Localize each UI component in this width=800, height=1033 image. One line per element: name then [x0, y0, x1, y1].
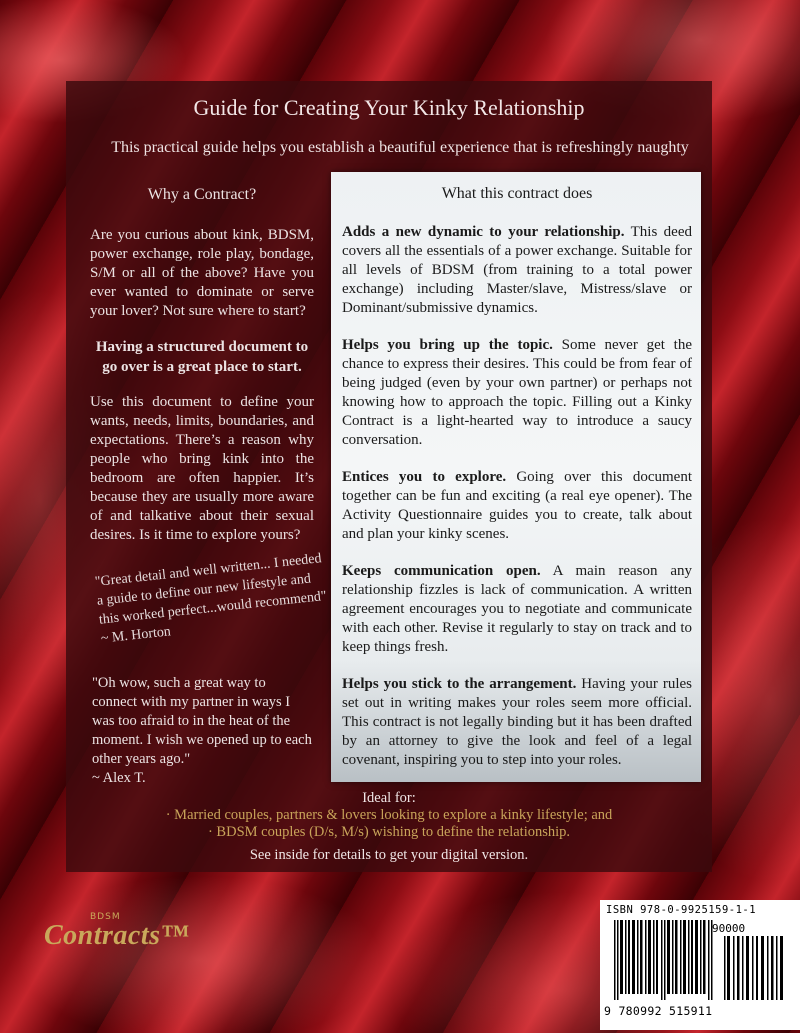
benefit-item: [342, 468, 692, 544]
testimonial-2-author: ~ Alex T.: [92, 770, 146, 786]
benefit-item: [342, 223, 692, 318]
logo-small-text: BDSM: [90, 912, 121, 922]
bdsm-contracts-logo: [44, 912, 194, 972]
contract-benefits-content: [342, 184, 692, 788]
testimonial-2: [92, 674, 314, 788]
isbn-text: ISBN 978-0-9925159-1-1: [606, 904, 757, 916]
barcode-bars-icon: [614, 920, 714, 1000]
benefit-item: [342, 562, 692, 657]
testimonial-2-text: "Oh wow, such a great way to connect with my partner in ways I was too afraid to in the heat of the moment. I wish we opened up to each other years ago.": [92, 675, 312, 767]
benefit-body: A main reason any relationship fizzles is lack of communication. A written agreement encourages you to negotiate and communicate with each other. Revise it regularly to stay on track and to keep things fresh.: [342, 563, 692, 655]
price-code: 90000: [712, 922, 746, 935]
barcode-number: 9 780992 515911: [604, 1004, 713, 1018]
testimonial-1-author: ~ M. Horton: [100, 624, 172, 647]
benefit-body: Having your rules set out in writing makes your roles seem more official. This contract is not legally binding but it has been drafted by an attorney to give the look and feel of a legal covenant, inspiring you to step into your roles.: [342, 676, 692, 768]
benefits-heading: What this contract does: [441, 185, 593, 202]
why-contract-column: [90, 185, 314, 561]
digital-version-note: See inside for details to get your digital version.: [249, 847, 529, 863]
benefit-body: This deed covers all the essentials of a power exchange. Suitable for all levels of BDSM (from training to a total power exchange) including Master/slave, Mistress/slave or Dominant/submissive dynamics.: [342, 224, 692, 316]
testimonial-1-text: "Great detail and well written... I needed a guide to define our new lifestyle and this worked perfect...would recommend": [94, 551, 328, 628]
isbn-barcode: [600, 900, 800, 1030]
benefit-lead: Helps you stick to the arrangement.: [342, 676, 577, 692]
ideal-heading: Ideal for:: [362, 790, 416, 806]
benefit-body: Some never get the chance to express their desires. This could be from fear of being judged (even by your own partner) or perhaps not knowing how to approach the topic. Filling out a Kinky Contract is a light-hearted way to introduce a saucy conversation.: [342, 337, 692, 448]
benefit-lead: Keeps communication open.: [342, 563, 541, 579]
benefit-lead: Helps you bring up the topic.: [342, 337, 553, 353]
page-title: Guide for Creating Your Kinky Relationship: [193, 95, 585, 120]
benefit-item: [342, 336, 692, 450]
ideal-line-1: · Married couples, partners & lovers looking to explore a kinky lifestyle; and: [165, 807, 613, 823]
ideal-for-section: [66, 790, 712, 864]
ideal-line-2: · BDSM couples (D/s, M/s) wishing to define the relationship.: [207, 824, 571, 840]
benefit-lead: Entices you to explore.: [342, 469, 507, 485]
benefit-body: Going over this document together can be fun and exciting (a real eye opener). The Activity Questionnaire guides you to create, talk about and plan your kinky scenes.: [342, 469, 692, 542]
intro-paragraph: Are you curious about kink, BDSM, power exchange, role play, bondage, S/M or all of the above? Have you ever wanted to dominate or serve your lover? Not sure where to start?: [90, 227, 314, 319]
use-document-paragraph: Use this document to define your wants, needs, limits, boundaries, and expectations. There’s a reason why people who bring kink into the bedroom are often happier. It’s because they are usually more aware of and talkative about their sexual desires. Is it time to explore yours?: [90, 394, 314, 543]
structured-document-callout: Having a structured document to go over is a great place to start.: [95, 339, 309, 375]
why-contract-heading: Why a Contract?: [147, 186, 257, 203]
addon-barcode-bars-icon: [724, 936, 786, 1000]
logo-main-text: Contracts™: [44, 920, 190, 951]
benefit-item: [342, 675, 692, 770]
benefit-lead: Adds a new dynamic to your relationship.: [342, 224, 625, 240]
tagline: This practical guide helps you establish a beautiful experience that is refreshingly naughty: [111, 139, 689, 156]
